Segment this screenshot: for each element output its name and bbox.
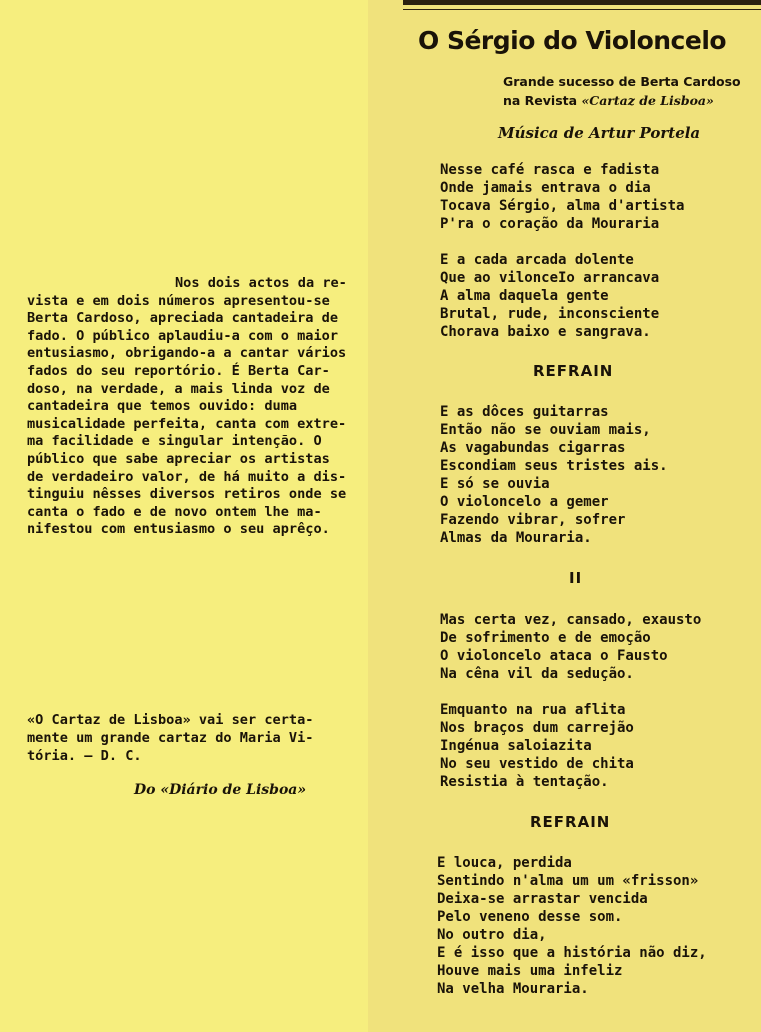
review-line: musicalidade perfeita, canta com extre-	[27, 415, 347, 432]
verse-line: Fazendo vibrar, sofrer	[440, 512, 626, 528]
review-source: Do «Diário de Lisboa»	[134, 782, 307, 798]
verse-line: Emquanto na rua aflita	[440, 702, 626, 718]
stanza-3	[440, 611, 701, 683]
refrain-heading-2: REFRAIN	[530, 813, 611, 831]
verse-line: Deixa-se arrastar vencida	[437, 891, 648, 907]
verse-line: No outro dia,	[437, 927, 547, 943]
verse-line: Nos braços dum carrejão	[440, 720, 634, 736]
verse-line: E só se ouvia	[440, 476, 550, 492]
verse-line: E as dôces guitarras	[440, 404, 609, 420]
verse-line: Ingénua saloiazita	[440, 738, 592, 754]
verse-line: Na velha Mouraria.	[437, 981, 589, 997]
verse-line: De sofrimento e de emoção	[440, 630, 651, 646]
verse-line: O violoncelo ataca o Fausto	[440, 648, 668, 664]
note-line: mente um grande cartaz do Maria Vi-	[27, 730, 314, 746]
verse-line: Resistia à tentação.	[440, 774, 609, 790]
subtitle-show-name: «Cartaz de Lisboa»	[581, 93, 714, 108]
verse-line: Tocava Sérgio, alma d'artista	[440, 198, 685, 214]
verse-line: Então não se ouviam mais,	[440, 422, 651, 438]
review-line: vista e em dois números apresentou-se	[27, 292, 330, 309]
top-rule-thin	[403, 9, 761, 10]
verse-line: E louca, perdida	[437, 855, 572, 871]
review-line: de verdadeiro valor, de há muito a dis-	[27, 468, 347, 485]
verse-line: P'ra o coração da Mouraria	[440, 216, 660, 232]
review-note	[27, 711, 367, 765]
verse-line: Na cêna vil da sedução.	[440, 666, 634, 682]
verse-line: E a cada arcada dolente	[440, 252, 634, 268]
verse-line: No seu vestido de chita	[440, 756, 634, 772]
review-line: público que sabe apreciar os artistas	[27, 450, 330, 467]
stanza-1	[440, 161, 684, 233]
review-line: fados do seu reportório. É Berta Car-	[27, 362, 330, 379]
refrain-1	[440, 403, 668, 547]
review-line: nifestou com entusiasmo o seu aprêço.	[27, 521, 330, 538]
verse-line: Onde jamais entrava o dia	[440, 180, 651, 196]
verse-line: Brutal, rude, inconsciente	[440, 306, 660, 322]
subtitle-line-2	[503, 91, 741, 110]
refrain-2	[437, 854, 707, 998]
review-line: canta o fado e de novo ontem lhe ma-	[27, 503, 322, 520]
verse-line: Que ao vilonceIo arrancava	[440, 270, 660, 286]
subtitle-prefix: na Revista	[503, 93, 582, 108]
verse-line: A alma daquela gente	[440, 288, 609, 304]
stanza-4	[440, 701, 634, 791]
top-rule	[403, 0, 761, 5]
song-subtitle	[503, 72, 741, 110]
review-article	[27, 275, 367, 539]
note-line: tória. — D. C.	[27, 748, 142, 764]
subtitle-line-1: Grande sucesso de Berta Cardoso	[503, 74, 741, 89]
verse-line: Pelo veneno desse som.	[437, 909, 623, 925]
verse-line: Chorava baixo e sangrava.	[440, 324, 651, 340]
verse-line: E é isso que a história não diz,	[437, 945, 707, 961]
review-line: entusiasmo, obrigando-a a cantar vários	[27, 345, 347, 362]
verse-line: O violoncelo a gemer	[440, 494, 609, 510]
stanza-2	[440, 251, 659, 341]
review-line: Nos dois actos da re-	[175, 275, 347, 291]
review-line: tinguiu nêsses diversos retiros onde se	[27, 486, 347, 503]
verse-line: Nesse café rasca e fadista	[440, 162, 660, 178]
verse-line: Mas certa vez, cansado, exausto	[440, 612, 702, 628]
verse-line: Houve mais uma infeliz	[437, 963, 623, 979]
review-line: fado. O público aplaudiu-a com o maior	[27, 327, 338, 344]
note-line: «O Cartaz de Lisboa» vai ser certa-	[27, 712, 314, 728]
verse-line: Sentindo n'alma um um «frisson»	[437, 873, 699, 889]
music-credit: Música de Artur Portela	[498, 124, 701, 142]
review-line: doso, na verdade, a mais linda voz de	[27, 380, 330, 397]
review-line: Berta Cardoso, apreciada cantadeira de	[27, 310, 338, 327]
verse-line: Escondiam seus tristes ais.	[440, 458, 668, 474]
part-2-heading: II	[569, 569, 583, 587]
verse-line: Almas da Mouraria.	[440, 530, 592, 546]
refrain-heading-1: REFRAIN	[533, 362, 614, 380]
review-line: ma facilidade e singular intenção. O	[27, 433, 322, 450]
verse-line: As vagabundas cigarras	[440, 440, 626, 456]
song-title: O Sérgio do Violoncelo	[418, 26, 727, 55]
review-line: cantadeira que temos ouvido: duma	[27, 398, 298, 415]
